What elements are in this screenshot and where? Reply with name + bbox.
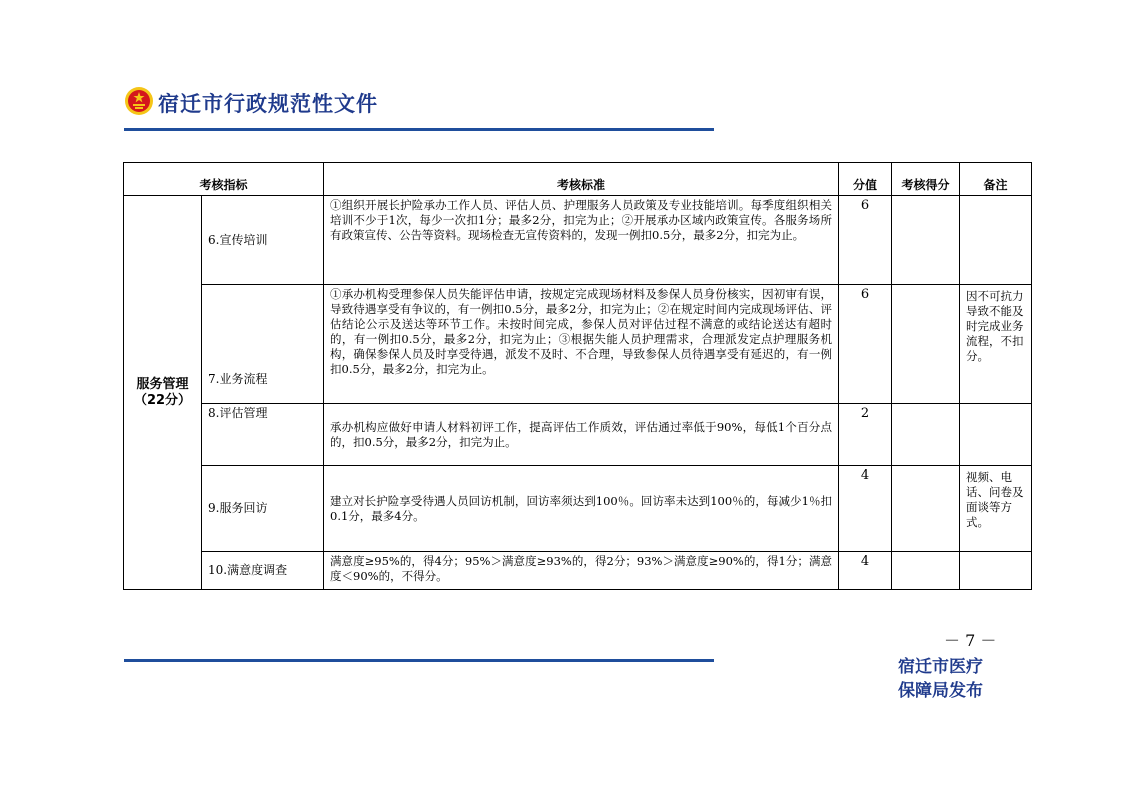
item-score: 4 [839,552,892,590]
item-result [892,466,960,552]
item-standard: 建立对长护险享受待遇人员回访机制，回访率须达到100％。回访率未达到100％的，每减少1％扣0.1分，最多4分。 [324,466,839,552]
item-label: 7.业务流程 [202,285,324,404]
item-label: 10.满意度调查 [202,552,324,590]
header-note: 备注 [960,163,1032,196]
table-header-row [124,163,1032,196]
item-standard: 满意度≥95%的，得4分；95%＞满意度≥93%的，得2分；93%＞满意度≥90%的，得1分；满意度＜90%的，不得分。 [324,552,839,590]
item-standard: 承办机构应做好申请人材料初评工作，提高评估工作质效，评估通过率低于90%，每低1个百分点的，扣0.5分，最多2分，扣完为止。 [324,404,839,466]
header-indicator: 考核指标 [124,163,324,196]
item-label: 9.服务回访 [202,466,324,552]
item-note [960,552,1032,590]
table-row [124,285,1032,404]
header-result: 考核得分 [892,163,960,196]
item-standard: ①承办机构受理参保人员失能评估申请，按规定完成现场材料及参保人员身份核实，因初审有误，导致待遇享受有争议的，有一例扣0.5分，最多2分，扣完为止；②在规定时间内完成现场评估、评估结论公示及送达等环节工作。未按时间完成，参保人员对评估过程不满意的或结论送达有超时的，有一例扣0.5分，最多2分，扣完为止；③根据失能人员护理需求，合理派发定点护理服务机构，确保参保人员及时享受待遇，派发不及时、不合理，导致参保人员待遇享受有延迟的，有一例扣0.5分，最多2分，扣完为止。 [324,285,839,404]
category-name: 服务管理 [136,376,189,392]
item-label: 8.评估管理 [202,404,324,466]
header-standard: 考核标准 [324,163,839,196]
category-points: （22分） [133,392,192,408]
table-row [124,196,1032,285]
item-standard: ①组织开展长护险承办工作人员、评估人员、护理服务人员政策及专业技能培训。每季度组织相关培训不少于1次，每少一次扣1分；最多2分，扣完为止；②开展承办区域内政策宣传。各服务场所有政策宣传、公告等资料。现场检查无宣传资料的，发现一例扣0.5分，最多2分，扣完为止。 [324,196,839,285]
assessment-table [123,162,1032,590]
table-row [124,404,1032,466]
item-result [892,404,960,466]
item-result [892,196,960,285]
page-number: － 7 － [944,631,997,650]
table-row [124,466,1032,552]
national-emblem-icon [124,86,154,116]
item-note [960,196,1032,285]
header-score: 分值 [839,163,892,196]
header-divider [124,128,714,131]
header-title: 宿迁市行政规范性文件 [158,92,378,116]
item-score: 2 [839,404,892,466]
item-result [892,552,960,590]
item-score: 6 [839,285,892,404]
item-score: 4 [839,466,892,552]
publisher-line-1: 宿迁市医疗 [898,657,983,677]
item-note [960,404,1032,466]
table-row [124,552,1032,590]
publisher-line-2: 保障局发布 [898,681,983,701]
item-label: 6.宣传培训 [202,196,324,285]
category-cell [124,196,202,590]
item-note: 视频、电话、问卷及面谈等方式。 [960,466,1032,552]
publisher-label [898,655,983,703]
footer-divider [124,659,714,662]
item-score: 6 [839,196,892,285]
item-note: 因不可抗力导致不能及时完成业务流程，不扣分。 [960,285,1032,404]
item-result [892,285,960,404]
